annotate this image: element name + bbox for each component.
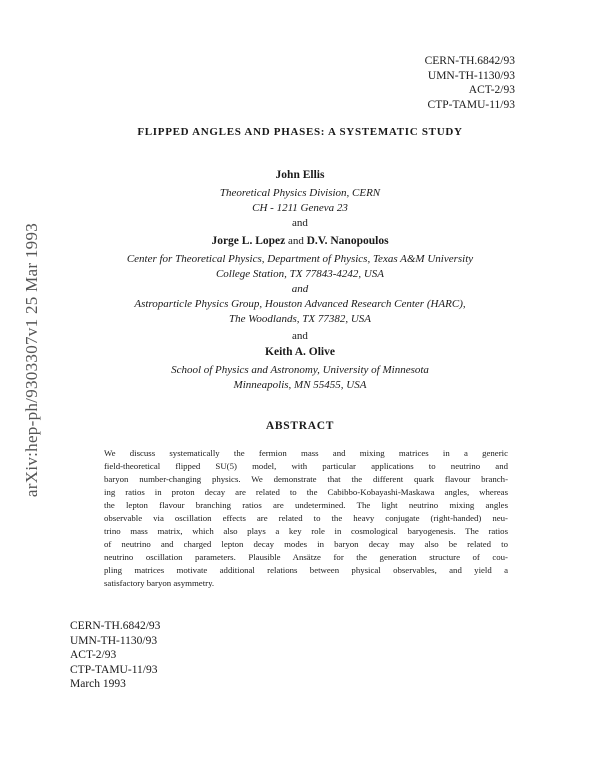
abstract-line: We discuss systematically the fermion mass and mixing matrices in a generic	[104, 448, 508, 458]
abstract-line: neutrino oscillation parameters. Plausible Ansätze for the generation structure of cou-	[104, 552, 508, 562]
preprint-number: UMN-TH-1130/93	[70, 634, 158, 647]
affiliation-line: Astroparticle Physics Group, Houston Advanced Research Center (HARC),	[134, 298, 466, 310]
author-names-line	[0, 234, 600, 249]
preprint-number: CTP-TAMU-11/93	[427, 98, 515, 111]
and-connector: and	[287, 235, 304, 247]
preprint-number: CERN-TH.6842/93	[424, 55, 515, 67]
abstract-line: satisfactory baryon asymmetry.	[104, 578, 215, 588]
and-connector: and	[291, 283, 309, 295]
abstract-line: ing ratios in proton decay are related to the Cabibbo-Kobayashi-Maskawa angles, whereas	[104, 487, 508, 497]
arxiv-identifier-stamp: arXiv:hep-ph/9303307v1 25 Mar 1993	[22, 222, 41, 498]
author-block-ellis	[0, 168, 600, 231]
abstract-heading: ABSTRACT	[265, 420, 335, 432]
abstract-line: baryon number-changing physics. We demonstrate that the different quark flavour branch-	[104, 474, 508, 484]
author-name: Jorge L. Lopez	[211, 235, 286, 247]
preprint-number: CERN-TH.6842/93	[70, 620, 161, 632]
abstract-line: observable via oscillation effects are related to the heavy conjugate (right-handed) neu-	[104, 513, 508, 523]
author-block-lopez-nanopoulos	[0, 234, 600, 344]
preprint-number: CTP-TAMU-11/93	[70, 663, 158, 676]
preprint-number: ACT-2/93	[70, 649, 117, 661]
affiliation-line: College Station, TX 77843-4242, USA	[215, 268, 385, 280]
author-name: John Ellis	[275, 169, 325, 181]
abstract-line: of neutrino and charged lepton decay modes in baryon decay may also be related to	[104, 539, 508, 549]
preprint-numbers-top	[425, 54, 515, 112]
and-connector: and	[292, 217, 308, 229]
and-connector: and	[292, 330, 308, 342]
affiliation-line: Minneapolis, MN 55455, USA	[233, 379, 367, 391]
affiliation-line: School of Physics and Astronomy, University of Minnesota	[171, 364, 429, 376]
paper-title: FLIPPED ANGLES AND PHASES: A SYSTEMATIC STUDY	[137, 126, 463, 138]
abstract-body	[104, 447, 508, 590]
preprint-date: March 1993	[70, 678, 126, 690]
author-name: D.V. Nanopoulos	[306, 235, 389, 247]
abstract-line: pling matrices motivate additional relations between physical observables, and yield a	[104, 565, 508, 575]
author-block-olive	[0, 345, 600, 393]
author-name: Keith A. Olive	[265, 346, 335, 358]
affiliation-line: CH - 1211 Geneva 23	[252, 202, 348, 214]
abstract-line: field-theoretical flipped SU(5) model, with particular applications to neutrino and	[104, 461, 508, 471]
affiliation-line: The Woodlands, TX 77382, USA	[229, 313, 371, 325]
abstract-line: the lepton flavour branching ratios are undetermined. The light neutrino mixing angles	[104, 500, 508, 510]
preprint-number: UMN-TH-1130/93	[427, 69, 515, 82]
abstract-line: trino mass matrix, which also plays a key role in cosmological baryogenesis. The ratios	[104, 526, 508, 536]
affiliation-line: Theoretical Physics Division, CERN	[219, 187, 381, 199]
preprint-numbers-bottom	[70, 619, 160, 692]
preprint-number: ACT-2/93	[468, 84, 515, 96]
affiliation-line: Center for Theoretical Physics, Department of Physics, Texas A&M University	[126, 253, 474, 265]
